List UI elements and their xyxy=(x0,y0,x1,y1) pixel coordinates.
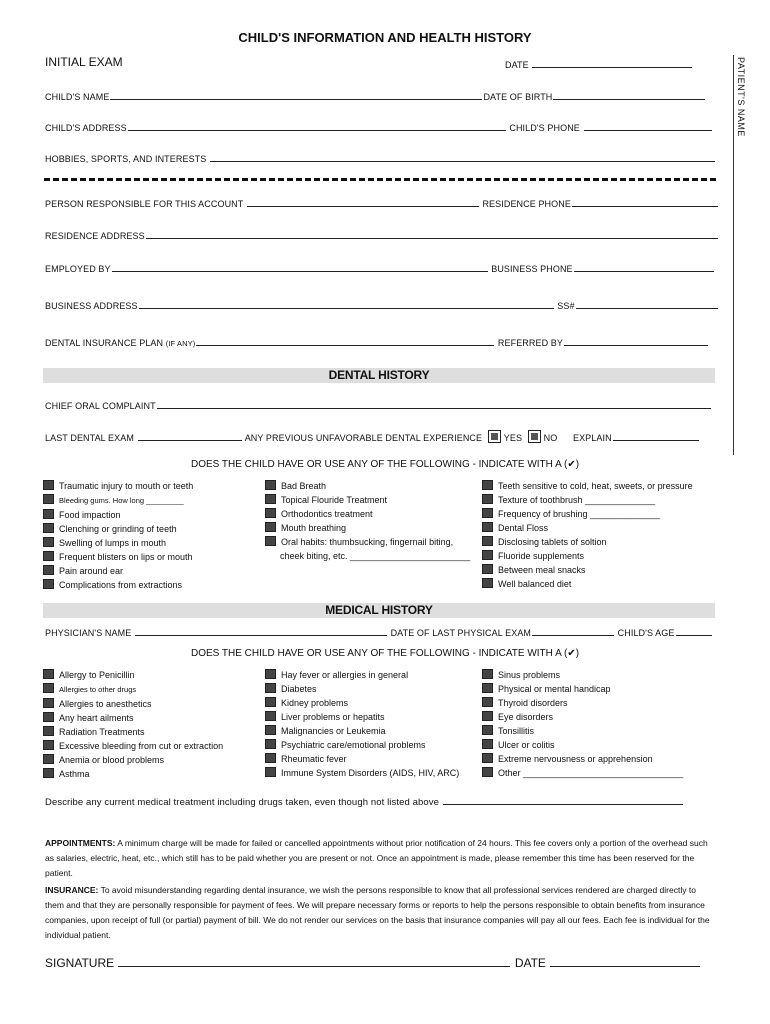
childs-address-label: CHILD'S ADDRESS xyxy=(45,123,127,133)
if-any-label: (IF ANY) xyxy=(165,339,196,348)
patients-name-sidebar[interactable] xyxy=(733,55,748,455)
checkbox[interactable] xyxy=(43,754,54,764)
checkbox[interactable] xyxy=(482,711,493,721)
checkbox[interactable] xyxy=(43,509,54,519)
dental-item[interactable]: Disclosing tablets of soltion xyxy=(482,535,693,549)
ssn-label: SS# xyxy=(557,301,575,311)
medical-item[interactable]: Radiation Treatments xyxy=(43,725,223,739)
person-responsible-row[interactable] xyxy=(45,197,719,209)
last-exam-label: LAST DENTAL EXAM xyxy=(45,433,134,443)
medical-col3 xyxy=(482,668,683,780)
dental-item[interactable]: Frequency of brushing ______________ xyxy=(482,507,693,521)
medical-item[interactable]: Allergies to other drugs xyxy=(43,682,223,697)
checkbox[interactable] xyxy=(265,522,276,532)
business-address-label: BUSINESS ADDRESS xyxy=(45,301,138,311)
medical-item[interactable]: Kidney problems xyxy=(265,696,459,710)
checkbox[interactable] xyxy=(482,508,493,518)
checkbox[interactable] xyxy=(482,739,493,749)
medical-item[interactable]: Hay fever or allergies in general xyxy=(265,668,459,682)
medical-item[interactable]: Diabetes xyxy=(265,682,459,696)
form-title: CHILD'S INFORMATION AND HEALTH HISTORY xyxy=(238,30,532,45)
childs-phone-label: CHILD'S PHONE xyxy=(509,123,580,133)
checkbox[interactable] xyxy=(265,683,276,693)
checkbox[interactable] xyxy=(265,669,276,679)
childs-age-label: CHILD'S AGE xyxy=(617,628,675,638)
medical-item[interactable]: Allergy to Penicillin xyxy=(43,668,223,682)
physician-label: PHYSICIAN'S NAME xyxy=(45,628,132,638)
checkbox[interactable] xyxy=(43,579,54,589)
checkbox[interactable] xyxy=(482,725,493,735)
checkbox[interactable] xyxy=(43,740,54,750)
checkbox[interactable] xyxy=(43,683,54,693)
dental-item[interactable]: Dental Floss xyxy=(482,521,693,535)
hobbies-label: HOBBIES, SPORTS, AND INTERESTS xyxy=(45,154,207,164)
signature-row[interactable] xyxy=(45,955,701,970)
checkbox[interactable] xyxy=(482,522,493,532)
medical-item[interactable]: Eye disorders xyxy=(482,710,683,724)
employed-by-label: EMPLOYED BY xyxy=(45,264,111,274)
childs-name-label: CHILD'S NAME xyxy=(45,92,110,102)
unfavorable-label: ANY PREVIOUS UNFAVORABLE DENTAL EXPERIENCE xyxy=(244,433,483,443)
medical-history-title: MEDICAL HISTORY xyxy=(325,603,433,617)
dental-item[interactable]: Well balanced diet xyxy=(482,577,693,591)
business-address-row[interactable] xyxy=(45,299,719,311)
dental-col3 xyxy=(482,479,693,591)
medical-item[interactable]: Immune System Disorders (AIDS, HIV, ARC) xyxy=(265,766,459,780)
medical-item[interactable]: Physical or mental handicap xyxy=(482,682,683,696)
dental-item[interactable]: Traumatic injury to mouth or teeth xyxy=(43,479,193,493)
last-physical-label: DATE OF LAST PHYSICAL EXAM xyxy=(390,628,532,638)
describe-treatment-label: Describe any current medical treatment including drugs taken, even though not listed above xyxy=(45,797,439,808)
dental-item[interactable]: Between meal snacks xyxy=(482,563,693,577)
checkbox[interactable] xyxy=(43,768,54,778)
insurance-plan-label: DENTAL INSURANCE PLAN xyxy=(45,338,164,348)
dental-question: DOES THE CHILD HAVE OR USE ANY OF THE FOLLOWING - INDICATE WITH A (✔) xyxy=(190,459,580,470)
medical-history-header xyxy=(43,603,715,618)
checkbox[interactable] xyxy=(43,494,54,504)
residence-phone-label: RESIDENCE PHONE xyxy=(482,199,571,209)
checkbox[interactable] xyxy=(482,564,493,574)
dental-item[interactable]: Clenching or grinding of teeth xyxy=(43,522,193,536)
residence-address-row[interactable] xyxy=(45,229,719,241)
checkbox[interactable] xyxy=(265,697,276,707)
checkbox[interactable] xyxy=(482,753,493,763)
childs-address-row[interactable] xyxy=(45,121,713,133)
medical-question: DOES THE CHILD HAVE OR USE ANY OF THE FOLLOWING - INDICATE WITH A (✔) xyxy=(190,648,580,659)
insurance-plan-row[interactable] xyxy=(45,336,709,348)
medical-item[interactable]: Ulcer or colitis xyxy=(482,738,683,752)
checkbox[interactable] xyxy=(482,578,493,588)
chief-complaint-row[interactable] xyxy=(45,399,712,411)
checkbox[interactable] xyxy=(482,683,493,693)
checkbox[interactable] xyxy=(482,550,493,560)
checkbox[interactable] xyxy=(43,726,54,736)
section-divider xyxy=(44,178,716,181)
dental-item[interactable]: Fluoride supplements xyxy=(482,549,693,563)
checkbox[interactable] xyxy=(43,669,54,679)
checkbox[interactable] xyxy=(482,480,493,490)
dental-item[interactable]: Frequent blisters on lips or mouth xyxy=(43,550,193,564)
medical-item[interactable]: Sinus problems xyxy=(482,668,683,682)
insurance-paragraph xyxy=(45,883,713,943)
appointments-text: A minimum charge will be made for failed or cancelled appointments without prior notification of 24 hours. This fee covers only a portion of the overhead such as salaries, electric, heat, etc., which still has to be paid whether you are present or not. Once an appointment is made, please remember this time has been reserved for the patient. xyxy=(45,838,708,878)
checkbox[interactable] xyxy=(265,711,276,721)
dental-item[interactable]: Texture of toothbrush ______________ xyxy=(482,493,693,507)
checkbox[interactable] xyxy=(265,536,276,546)
dental-history-header xyxy=(43,368,715,383)
checkbox[interactable] xyxy=(43,523,54,533)
physician-row[interactable] xyxy=(45,626,713,638)
dental-col1 xyxy=(43,479,193,592)
medical-item[interactable]: Liver problems or hepatits xyxy=(265,710,459,724)
dental-item[interactable]: Bad Breath xyxy=(265,479,470,493)
medical-item[interactable]: Malignancies or Leukemia xyxy=(265,724,459,738)
medical-item[interactable]: Allergies to anesthetics xyxy=(43,697,223,711)
dental-item[interactable]: Pain around ear xyxy=(43,564,193,578)
explain-label: EXPLAIN xyxy=(572,433,612,443)
checkbox[interactable] xyxy=(43,551,54,561)
dental-item[interactable]: Complications from extractions xyxy=(43,578,193,592)
checkbox[interactable] xyxy=(43,537,54,547)
dental-col2 xyxy=(265,479,470,563)
insurance-text: To avoid misunderstanding regarding dental insurance, we wish the persons responsible to know that all professional services rendered are charged directly to them and that they are personally responsible for payment of fees. We will prepare necessary forms or reports to help the persons responsible to obtain benefits from insurance companies, upon receipt of full (or partial) payment of bill. We do not render our services on the basis that insurance companies will pay all our fees. Each fee is individual for the individual patient. xyxy=(45,885,710,940)
exam-date-label: DATE xyxy=(505,60,529,70)
dental-item[interactable]: Food impaction xyxy=(43,508,193,522)
checkbox[interactable] xyxy=(265,767,276,777)
appointments-paragraph xyxy=(45,836,713,881)
childs-name-row[interactable] xyxy=(45,90,706,102)
medical-item[interactable]: Thyroid disorders xyxy=(482,696,683,710)
patients-name-label: PATIENT'S NAME xyxy=(736,57,746,137)
medical-item[interactable]: Excessive bleeding from cut or extraction xyxy=(43,739,223,753)
initial-exam-label: INITIAL EXAM xyxy=(45,55,123,69)
residence-address-label: RESIDENCE ADDRESS xyxy=(45,231,145,241)
checkbox[interactable] xyxy=(265,494,276,504)
dob-label: DATE OF BIRTH xyxy=(483,92,553,102)
checkbox[interactable] xyxy=(43,565,54,575)
dental-item[interactable]: Orthodontics treatment xyxy=(265,507,470,521)
checkbox[interactable] xyxy=(43,712,54,722)
dental-history-title: DENTAL HISTORY xyxy=(328,368,430,382)
checkbox[interactable] xyxy=(482,536,493,546)
medical-item[interactable]: Anemia or blood problems xyxy=(43,753,223,767)
medical-item[interactable]: Any heart ailments xyxy=(43,711,223,725)
medical-item[interactable]: Tonsillitis xyxy=(482,724,683,738)
checkbox[interactable] xyxy=(265,753,276,763)
dental-item[interactable]: Bleeding gums. How long _________ xyxy=(43,493,193,508)
person-responsible-label: PERSON RESPONSIBLE FOR THIS ACCOUNT xyxy=(45,199,244,209)
hobbies-row[interactable] xyxy=(45,152,716,164)
checkbox[interactable] xyxy=(482,697,493,707)
checkbox[interactable] xyxy=(482,767,493,777)
signature-date-label: DATE xyxy=(514,956,546,970)
no-checkbox[interactable] xyxy=(528,430,541,443)
dental-item[interactable]: Topical Flouride Treatment xyxy=(265,493,470,507)
describe-treatment-row[interactable] xyxy=(45,795,684,808)
checkbox[interactable] xyxy=(265,725,276,735)
dental-item[interactable]: Oral habits: thumbsucking, fingernail biting, xyxy=(265,535,470,549)
referred-by-label: REFERRED BY xyxy=(497,338,564,348)
medical-col1 xyxy=(43,668,223,781)
checkbox[interactable] xyxy=(43,698,54,708)
yes-label: YES xyxy=(503,433,523,443)
last-exam-row[interactable] xyxy=(45,430,700,443)
medical-item[interactable]: Extreme nervousness or apprehension xyxy=(482,752,683,766)
dental-item[interactable]: Swelling of lumps in mouth xyxy=(43,536,193,550)
yes-checkbox[interactable] xyxy=(488,430,501,443)
checkbox[interactable] xyxy=(482,669,493,679)
checkbox[interactable] xyxy=(265,739,276,749)
medical-col2 xyxy=(265,668,459,780)
exam-date-field[interactable] xyxy=(505,58,693,70)
employed-by-row[interactable] xyxy=(45,262,715,274)
checkbox[interactable] xyxy=(265,480,276,490)
checkbox[interactable] xyxy=(43,480,54,490)
medical-item[interactable]: Rheumatic fever xyxy=(265,752,459,766)
medical-item[interactable]: Psychiatric care/emotional problems xyxy=(265,738,459,752)
dental-item[interactable]: Mouth breathing xyxy=(265,521,470,535)
checkbox[interactable] xyxy=(482,494,493,504)
appointments-label: APPOINTMENTS: xyxy=(45,838,116,848)
insurance-label: INSURANCE: xyxy=(45,885,99,895)
medical-item[interactable]: Asthma xyxy=(43,767,223,781)
checkbox[interactable] xyxy=(265,508,276,518)
dental-item[interactable]: Teeth sensitive to cold, heat, sweets, or pressure xyxy=(482,479,693,493)
dental-item-continued[interactable]: cheek biting, etc. ________________________ xyxy=(280,551,471,561)
chief-complaint-label: CHIEF ORAL COMPLAINT xyxy=(45,401,156,411)
medical-item[interactable]: Other ________________________________ xyxy=(482,766,683,780)
business-phone-label: BUSINESS PHONE xyxy=(491,264,573,274)
no-label: NO xyxy=(543,433,558,443)
signature-label: SIGNATURE xyxy=(45,956,115,970)
